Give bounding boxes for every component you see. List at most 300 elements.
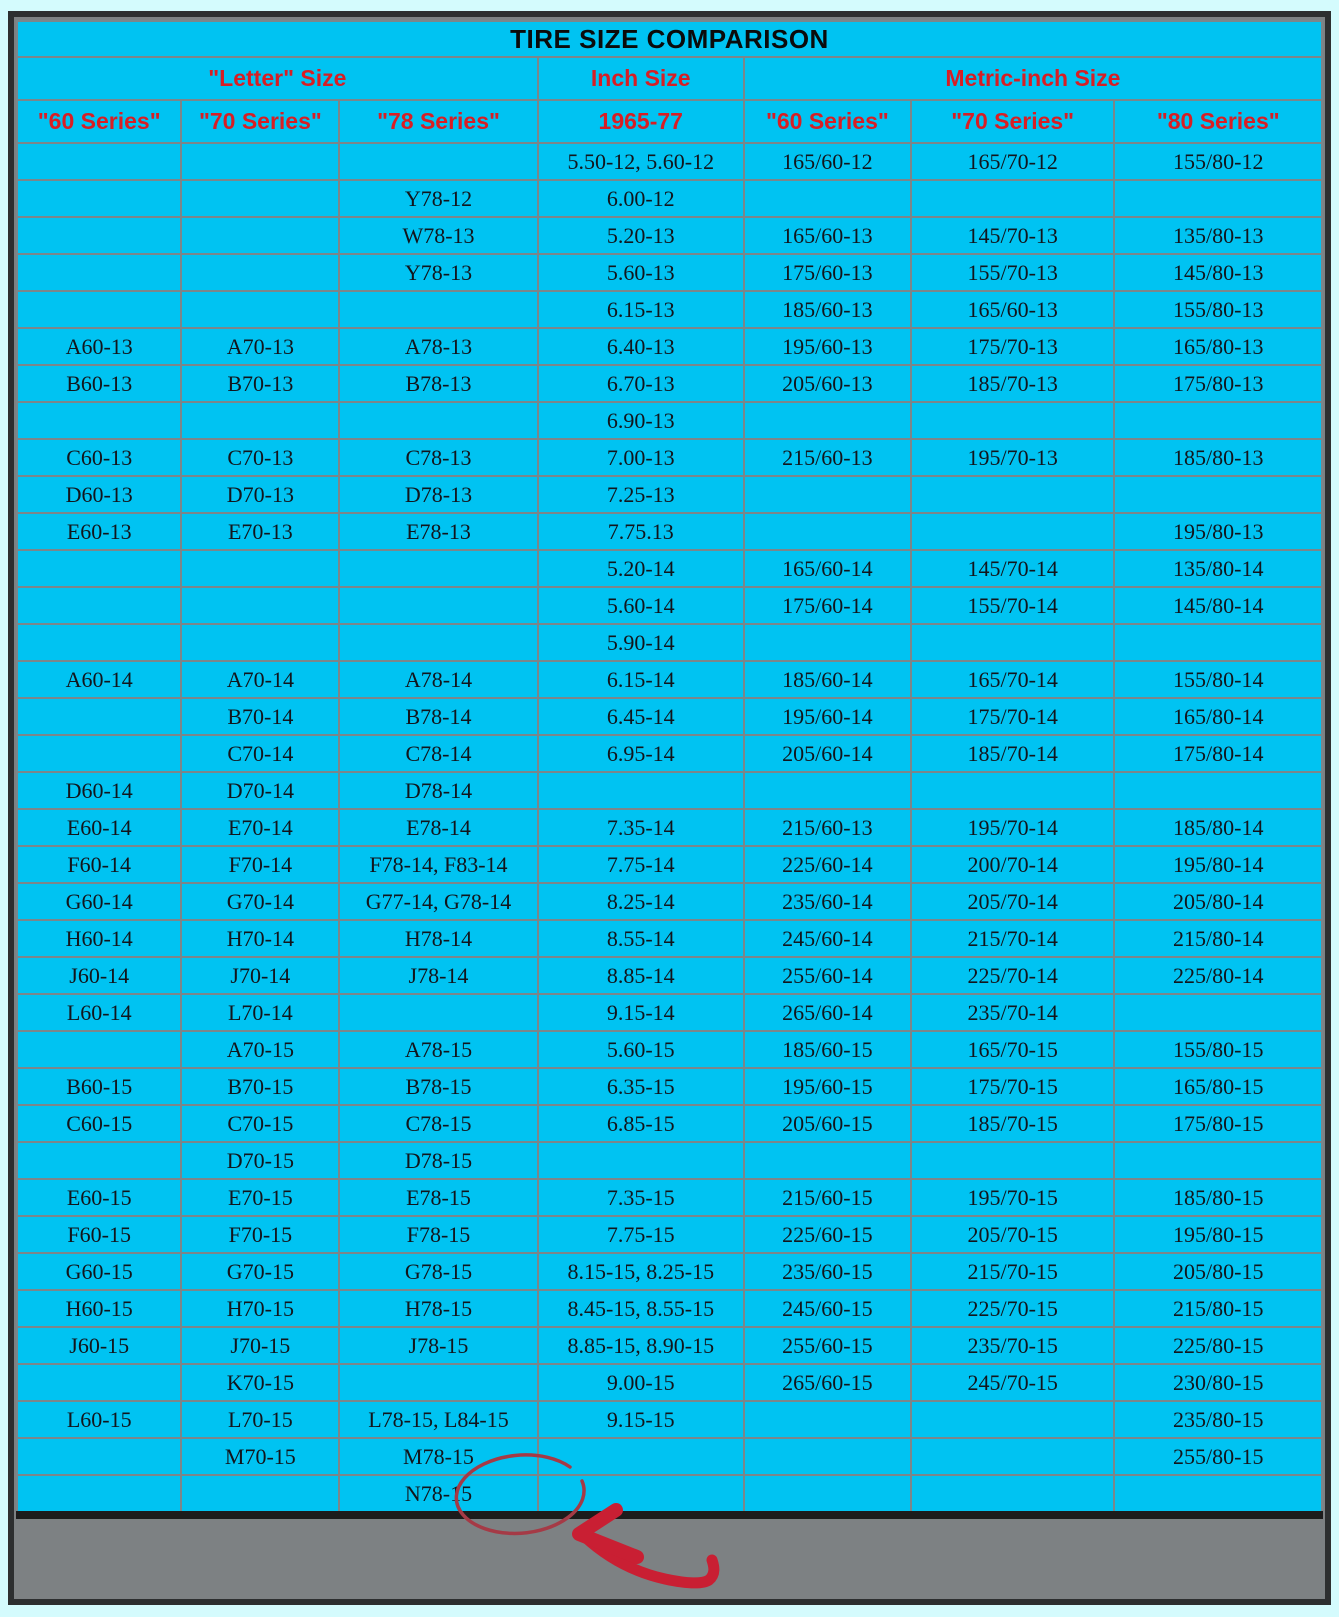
table-cell: 145/80-13 — [1114, 254, 1322, 291]
table-row — [17, 846, 1322, 883]
table-cell: 195/80-13 — [1114, 513, 1322, 550]
table-row — [17, 365, 1322, 402]
table-cell: H78-15 — [339, 1290, 537, 1327]
table-cell — [339, 994, 537, 1031]
table-cell: M70-15 — [181, 1438, 339, 1475]
table-cell — [744, 513, 911, 550]
table-cell: 175/60-14 — [744, 587, 911, 624]
table-cell: 215/60-13 — [744, 809, 911, 846]
table-cell: 195/70-15 — [911, 1179, 1115, 1216]
table-cell: G60-14 — [17, 883, 181, 920]
table-cell: B60-15 — [17, 1068, 181, 1105]
table-cell: 9.00-15 — [538, 1364, 744, 1401]
table-title: TIRE SIZE COMPARISON — [17, 21, 1322, 57]
table-cell: 225/60-15 — [744, 1216, 911, 1253]
table-cell — [339, 143, 537, 180]
header-group-0: "Letter" Size — [17, 57, 538, 100]
table-cell: 155/80-13 — [1114, 291, 1322, 328]
table-cell: 185/80-14 — [1114, 809, 1322, 846]
table-cell — [1114, 476, 1322, 513]
table-cell: H70-15 — [181, 1290, 339, 1327]
table-cell: D60-14 — [17, 772, 181, 809]
table-cell: 5.50-12, 5.60-12 — [538, 143, 744, 180]
column-header-4: "60 Series" — [744, 100, 911, 143]
table-cell: M78-15 — [339, 1438, 537, 1475]
table-cell: 235/70-15 — [911, 1327, 1115, 1364]
table-cell: 185/70-15 — [911, 1105, 1115, 1142]
table-cell — [1114, 180, 1322, 217]
table-cell: F60-15 — [17, 1216, 181, 1253]
table-row — [17, 920, 1322, 957]
table-cell: 7.35-14 — [538, 809, 744, 846]
table-cell: 6.70-13 — [538, 365, 744, 402]
table-cell — [911, 1142, 1115, 1179]
table-cell: 215/60-13 — [744, 439, 911, 476]
table-row — [17, 735, 1322, 772]
table-cell — [339, 624, 537, 661]
table-cell: N78-15 — [339, 1475, 537, 1515]
table-row — [17, 180, 1322, 217]
table-cell: 7.75-14 — [538, 846, 744, 883]
table-row — [17, 291, 1322, 328]
table-cell — [339, 291, 537, 328]
table-cell — [181, 587, 339, 624]
table-cell: F70-14 — [181, 846, 339, 883]
table-cell — [181, 143, 339, 180]
table-cell: E78-14 — [339, 809, 537, 846]
table-cell: C78-13 — [339, 439, 537, 476]
table-cell — [1114, 1142, 1322, 1179]
table-row — [17, 624, 1322, 661]
table-cell: 155/70-14 — [911, 587, 1115, 624]
table-cell: L70-14 — [181, 994, 339, 1031]
table-row — [17, 1031, 1322, 1068]
table-cell: 165/70-14 — [911, 661, 1115, 698]
header-group-row — [17, 57, 1322, 100]
table-cell: Y78-12 — [339, 180, 537, 217]
table-cell — [1114, 772, 1322, 809]
table-cell: 6.40-13 — [538, 328, 744, 365]
table-cell: 8.85-15, 8.90-15 — [538, 1327, 744, 1364]
table-cell: F78-15 — [339, 1216, 537, 1253]
table-cell — [538, 1142, 744, 1179]
column-header-5: "70 Series" — [911, 100, 1115, 143]
table-cell: 7.35-15 — [538, 1179, 744, 1216]
table-cell: 7.25-13 — [538, 476, 744, 513]
table-cell: 255/60-15 — [744, 1327, 911, 1364]
table-cell: 5.20-14 — [538, 550, 744, 587]
table-cell — [744, 772, 911, 809]
table-cell: C70-13 — [181, 439, 339, 476]
table-cell — [17, 180, 181, 217]
table-cell: 225/70-14 — [911, 957, 1115, 994]
table-cell: 245/60-15 — [744, 1290, 911, 1327]
table-cell — [744, 1438, 911, 1475]
table-cell — [181, 550, 339, 587]
table-cell: D78-14 — [339, 772, 537, 809]
table-cell: 165/80-14 — [1114, 698, 1322, 735]
table-row — [17, 328, 1322, 365]
table-cell — [744, 476, 911, 513]
table-cell: J78-15 — [339, 1327, 537, 1364]
table-row — [17, 1438, 1322, 1475]
table-cell: 7.00-13 — [538, 439, 744, 476]
table-cell: 265/60-15 — [744, 1364, 911, 1401]
table-cell — [17, 402, 181, 439]
table-cell: 6.15-13 — [538, 291, 744, 328]
column-header-6: "80 Series" — [1114, 100, 1322, 143]
table-cell: E70-15 — [181, 1179, 339, 1216]
table-cell: 195/60-13 — [744, 328, 911, 365]
table-cell: 6.90-13 — [538, 402, 744, 439]
table-cell — [744, 402, 911, 439]
table-cell: H70-14 — [181, 920, 339, 957]
table-cell: J60-14 — [17, 957, 181, 994]
header-group-1: Inch Size — [538, 57, 744, 100]
table-cell: 145/70-14 — [911, 550, 1115, 587]
table-cell: 155/80-15 — [1114, 1031, 1322, 1068]
table-cell: 175/80-15 — [1114, 1105, 1322, 1142]
table-cell: 225/80-14 — [1114, 957, 1322, 994]
table-cell — [911, 180, 1115, 217]
table-row — [17, 698, 1322, 735]
table-cell: G60-15 — [17, 1253, 181, 1290]
table-cell: 175/70-14 — [911, 698, 1115, 735]
table-cell: 225/70-15 — [911, 1290, 1115, 1327]
column-header-3: 1965-77 — [538, 100, 744, 143]
table-cell: W78-13 — [339, 217, 537, 254]
table-cell: G78-15 — [339, 1253, 537, 1290]
table-cell: F78-14, F83-14 — [339, 846, 537, 883]
table-cell: E70-14 — [181, 809, 339, 846]
table-cell — [744, 1142, 911, 1179]
table-title-row — [17, 21, 1322, 57]
table-row — [17, 550, 1322, 587]
table-cell: 195/80-14 — [1114, 846, 1322, 883]
table-cell — [1114, 994, 1322, 1031]
table-cell: 205/60-15 — [744, 1105, 911, 1142]
table-cell: J70-14 — [181, 957, 339, 994]
table-cell: C78-15 — [339, 1105, 537, 1142]
table-cell: K70-15 — [181, 1364, 339, 1401]
header-group-2: Metric-inch Size — [744, 57, 1322, 100]
table-row — [17, 883, 1322, 920]
table-row — [17, 772, 1322, 809]
table-cell: 5.60-14 — [538, 587, 744, 624]
table-cell: G70-15 — [181, 1253, 339, 1290]
table-cell: H78-14 — [339, 920, 537, 957]
table-cell: L60-15 — [17, 1401, 181, 1438]
table-cell: 205/70-15 — [911, 1216, 1115, 1253]
table-cell: 265/60-14 — [744, 994, 911, 1031]
table-cell — [17, 143, 181, 180]
table-cell: 230/80-15 — [1114, 1364, 1322, 1401]
table-cell — [911, 476, 1115, 513]
column-header-0: "60 Series" — [17, 100, 181, 143]
table-cell: 7.75-15 — [538, 1216, 744, 1253]
table-cell: A60-13 — [17, 328, 181, 365]
table-cell — [538, 1475, 744, 1515]
table-cell: 165/80-15 — [1114, 1068, 1322, 1105]
table-cell — [181, 1475, 339, 1515]
table-cell: L78-15, L84-15 — [339, 1401, 537, 1438]
table-cell: J78-14 — [339, 957, 537, 994]
table-cell: A78-15 — [339, 1031, 537, 1068]
table-cell: 6.95-14 — [538, 735, 744, 772]
table-row — [17, 1290, 1322, 1327]
table-cell: 165/60-13 — [744, 217, 911, 254]
table-cell: 135/80-14 — [1114, 550, 1322, 587]
table-cell: D70-15 — [181, 1142, 339, 1179]
table-cell: 195/80-15 — [1114, 1216, 1322, 1253]
table-row — [17, 587, 1322, 624]
table-row — [17, 1327, 1322, 1364]
table-cell: 7.75.13 — [538, 513, 744, 550]
table-cell: 185/60-13 — [744, 291, 911, 328]
table-cell — [911, 1401, 1115, 1438]
table-cell: C70-15 — [181, 1105, 339, 1142]
table-cell: B60-13 — [17, 365, 181, 402]
table-cell: 185/80-13 — [1114, 439, 1322, 476]
table-cell — [17, 291, 181, 328]
table-cell: A70-14 — [181, 661, 339, 698]
table-cell: 215/80-14 — [1114, 920, 1322, 957]
table-cell: 215/80-15 — [1114, 1290, 1322, 1327]
table-cell: C70-14 — [181, 735, 339, 772]
table-cell — [339, 550, 537, 587]
table-cell: J60-15 — [17, 1327, 181, 1364]
table-cell: E60-14 — [17, 809, 181, 846]
table-cell: 185/60-14 — [744, 661, 911, 698]
table-cell: G70-14 — [181, 883, 339, 920]
table-cell: B78-13 — [339, 365, 537, 402]
table-cell: 6.45-14 — [538, 698, 744, 735]
table-row — [17, 1401, 1322, 1438]
table-cell: E60-13 — [17, 513, 181, 550]
table-cell: 215/60-15 — [744, 1179, 911, 1216]
table-cell — [17, 254, 181, 291]
table-cell: 8.15-15, 8.25-15 — [538, 1253, 744, 1290]
table-cell: 165/60-14 — [744, 550, 911, 587]
table-cell: 5.60-13 — [538, 254, 744, 291]
table-cell — [17, 1438, 181, 1475]
table-cell: 9.15-15 — [538, 1401, 744, 1438]
table-cell: 185/60-15 — [744, 1031, 911, 1068]
table-row — [17, 1142, 1322, 1179]
table-cell: D78-15 — [339, 1142, 537, 1179]
table-cell: 8.45-15, 8.55-15 — [538, 1290, 744, 1327]
table-row — [17, 476, 1322, 513]
table-cell: 6.15-14 — [538, 661, 744, 698]
table-cell: D60-13 — [17, 476, 181, 513]
table-cell — [181, 217, 339, 254]
table-cell: B78-15 — [339, 1068, 537, 1105]
table-cell: E60-15 — [17, 1179, 181, 1216]
table-cell: 225/80-15 — [1114, 1327, 1322, 1364]
table-cell: D70-14 — [181, 772, 339, 809]
table-cell: 205/70-14 — [911, 883, 1115, 920]
column-header-row — [17, 100, 1322, 143]
table-cell: 165/60-13 — [911, 291, 1115, 328]
table-cell: C60-13 — [17, 439, 181, 476]
table-cell: 6.00-12 — [538, 180, 744, 217]
table-cell — [911, 402, 1115, 439]
table-row — [17, 402, 1322, 439]
table-cell: H60-15 — [17, 1290, 181, 1327]
table-cell: 185/70-13 — [911, 365, 1115, 402]
table-cell: 195/70-13 — [911, 439, 1115, 476]
table-cell — [17, 217, 181, 254]
table-cell: 175/80-13 — [1114, 365, 1322, 402]
column-header-1: "70 Series" — [181, 100, 339, 143]
table-cell — [911, 1438, 1115, 1475]
table-cell — [17, 1142, 181, 1179]
table-cell: 8.55-14 — [538, 920, 744, 957]
table-cell — [1114, 624, 1322, 661]
table-cell: 6.35-15 — [538, 1068, 744, 1105]
table-cell: F70-15 — [181, 1216, 339, 1253]
table-cell: 215/70-14 — [911, 920, 1115, 957]
table-cell: 155/70-13 — [911, 254, 1115, 291]
table-cell — [744, 1475, 911, 1515]
table-cell: D78-13 — [339, 476, 537, 513]
table-row — [17, 439, 1322, 476]
table-cell: 5.90-14 — [538, 624, 744, 661]
table-cell: 175/70-15 — [911, 1068, 1115, 1105]
table-cell: 255/60-14 — [744, 957, 911, 994]
table-cell — [181, 180, 339, 217]
table-cell — [911, 772, 1115, 809]
table-row — [17, 1068, 1322, 1105]
table-cell: G77-14, G78-14 — [339, 883, 537, 920]
table-cell: 155/80-12 — [1114, 143, 1322, 180]
table-cell: 175/80-14 — [1114, 735, 1322, 772]
table-row — [17, 1475, 1322, 1515]
table-cell — [339, 1364, 537, 1401]
table-cell — [538, 1438, 744, 1475]
table-cell — [744, 180, 911, 217]
table-cell: E78-15 — [339, 1179, 537, 1216]
table-cell: 225/60-14 — [744, 846, 911, 883]
tire-size-comparison-table — [16, 20, 1323, 1519]
table-cell — [181, 254, 339, 291]
table-cell: 205/80-14 — [1114, 883, 1322, 920]
table-cell — [1114, 402, 1322, 439]
table-row — [17, 1253, 1322, 1290]
table-cell: B70-13 — [181, 365, 339, 402]
table-row — [17, 994, 1322, 1031]
table-cell: 8.25-14 — [538, 883, 744, 920]
table-cell — [17, 735, 181, 772]
table-cell — [181, 291, 339, 328]
table-cell — [17, 1475, 181, 1515]
table-cell: A70-13 — [181, 328, 339, 365]
table-cell: 5.20-13 — [538, 217, 744, 254]
table-cell: 205/60-13 — [744, 365, 911, 402]
table-cell: F60-14 — [17, 846, 181, 883]
table-cell: 9.15-14 — [538, 994, 744, 1031]
table-cell: 145/80-14 — [1114, 587, 1322, 624]
table-cell: 165/60-12 — [744, 143, 911, 180]
table-cell — [17, 587, 181, 624]
table-cell: 200/70-14 — [911, 846, 1115, 883]
table-cell: 165/80-13 — [1114, 328, 1322, 365]
table-cell: 245/60-14 — [744, 920, 911, 957]
table-cell — [17, 624, 181, 661]
table-row — [17, 254, 1322, 291]
table-cell — [538, 772, 744, 809]
table-row — [17, 809, 1322, 846]
table-cell — [744, 1401, 911, 1438]
table-row — [17, 1364, 1322, 1401]
table-row — [17, 217, 1322, 254]
table-cell: L60-14 — [17, 994, 181, 1031]
table-cell: A70-15 — [181, 1031, 339, 1068]
table-cell: 185/80-15 — [1114, 1179, 1322, 1216]
table-cell: 205/80-15 — [1114, 1253, 1322, 1290]
table-cell: B70-14 — [181, 698, 339, 735]
table-cell: 175/70-13 — [911, 328, 1115, 365]
table-row — [17, 1179, 1322, 1216]
table-cell: 175/60-13 — [744, 254, 911, 291]
table-cell: E70-13 — [181, 513, 339, 550]
table-cell: B78-14 — [339, 698, 537, 735]
table-cell: 235/60-14 — [744, 883, 911, 920]
table-cell: 215/70-15 — [911, 1253, 1115, 1290]
table-cell: H60-14 — [17, 920, 181, 957]
table-cell — [17, 698, 181, 735]
table-cell: C78-14 — [339, 735, 537, 772]
table-cell: D70-13 — [181, 476, 339, 513]
table-cell — [17, 550, 181, 587]
column-header-2: "78 Series" — [339, 100, 537, 143]
table-cell: 145/70-13 — [911, 217, 1115, 254]
table-cell — [744, 624, 911, 661]
table-cell — [1114, 1475, 1322, 1515]
table-cell — [181, 402, 339, 439]
table-cell: Y78-13 — [339, 254, 537, 291]
tire-size-table-frame — [8, 11, 1331, 1605]
table-cell: 135/80-13 — [1114, 217, 1322, 254]
table-cell — [17, 1364, 181, 1401]
table-cell: 245/70-15 — [911, 1364, 1115, 1401]
table-cell — [911, 1475, 1115, 1515]
table-cell: B70-15 — [181, 1068, 339, 1105]
table-cell: A78-13 — [339, 328, 537, 365]
table-cell: 255/80-15 — [1114, 1438, 1322, 1475]
table-cell: E78-13 — [339, 513, 537, 550]
table-row — [17, 513, 1322, 550]
table-cell: L70-15 — [181, 1401, 339, 1438]
table-cell: 195/60-14 — [744, 698, 911, 735]
table-row — [17, 143, 1322, 180]
table-cell: 205/60-14 — [744, 735, 911, 772]
table-cell: A78-14 — [339, 661, 537, 698]
table-cell — [911, 624, 1115, 661]
table-row — [17, 661, 1322, 698]
table-cell: 6.85-15 — [538, 1105, 744, 1142]
table-cell: 195/70-14 — [911, 809, 1115, 846]
table-cell: J70-15 — [181, 1327, 339, 1364]
table-row — [17, 1216, 1322, 1253]
table-cell: 165/70-15 — [911, 1031, 1115, 1068]
table-cell — [181, 624, 339, 661]
table-cell: 5.60-15 — [538, 1031, 744, 1068]
table-cell — [911, 513, 1115, 550]
table-cell: 195/60-15 — [744, 1068, 911, 1105]
table-cell: A60-14 — [17, 661, 181, 698]
table-row — [17, 957, 1322, 994]
